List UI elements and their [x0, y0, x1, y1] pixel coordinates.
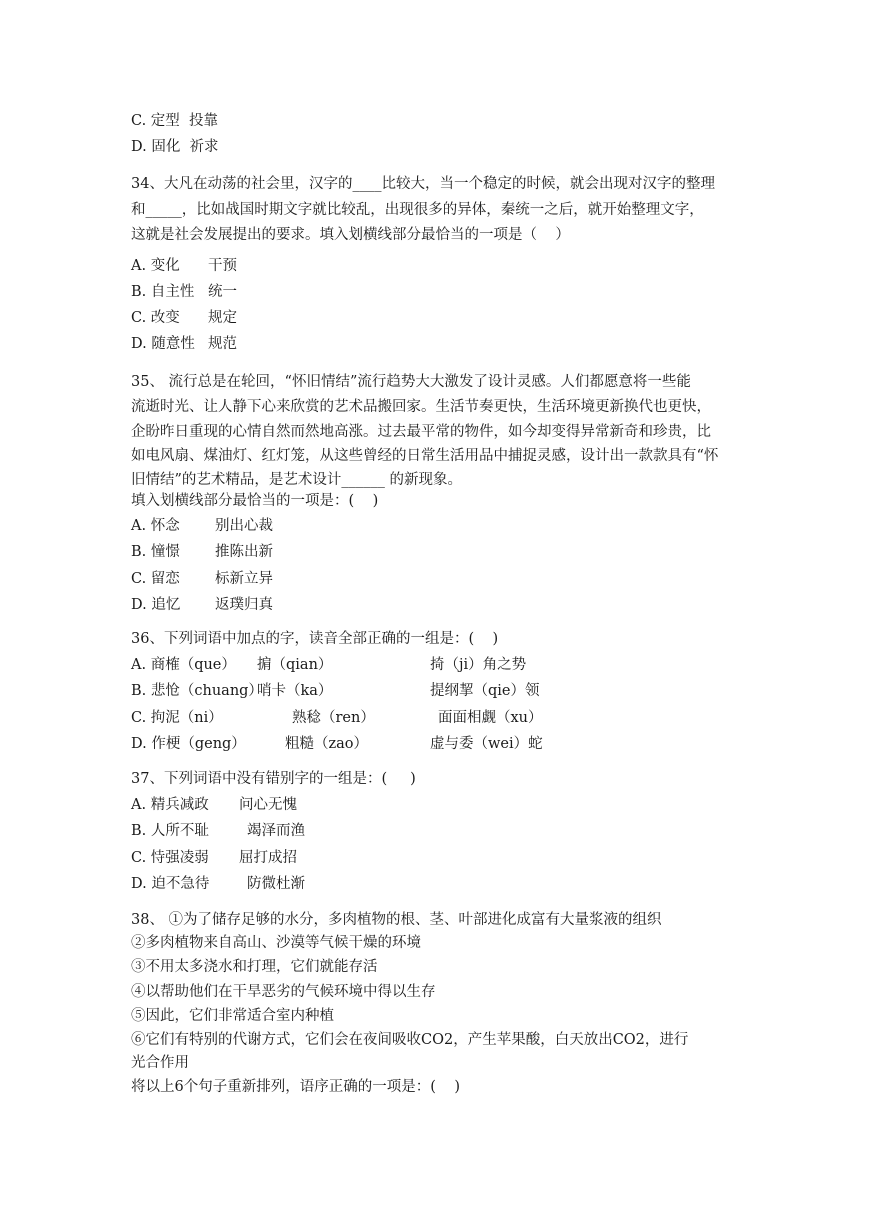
q38-sentence-2: ②多肉植物来自高山、沙漠等气候干燥的环境: [131, 935, 421, 951]
q36-option-b-word-2: 哨卡（ka）: [257, 683, 333, 699]
q37-option-d-label: D. 迫不急待: [131, 876, 210, 892]
q36-option-d-word-2: 粗糙（zao）: [285, 736, 369, 752]
q35-option-d-value: 返璞归真: [215, 597, 273, 613]
q34-option-d-value: 规范: [208, 336, 237, 352]
q35-stem-line-5: 旧情结”的艺术精品，是艺术设计______ 的新现象。: [131, 472, 463, 488]
q34-option-c-value: 规定: [208, 310, 237, 326]
q35-stem-line-2: 流逝时光、让人静下心来欣赏的艺术品搬回家。生活节奏更快，生活环境更新换代也更快，: [131, 399, 711, 415]
q34-option-b-label: B. 自主性: [131, 284, 195, 300]
q37-option-c-label: C. 恃强凌弱: [131, 850, 209, 866]
q38-instruction: 将以上6个句子重新排列，语序正确的一项是：( ): [131, 1079, 460, 1095]
q35-option-a-label: A. 怀念: [131, 518, 180, 534]
q36-option-b-word-3: 提纲挈（qie）领: [430, 683, 540, 699]
q36-option-a-word-2: 掮（qian）: [257, 657, 333, 673]
q37-option-c-value: 屈打成招: [239, 850, 297, 866]
q35-stem-line-4: 如电风扇、煤油灯、红灯笼，从这些曾经的日常生活用品中捕捉灵感，设计出一款款具有“怀: [131, 448, 719, 464]
q36-option-a-word-3: 掎（ji）角之势: [430, 657, 527, 673]
q37-option-a-value: 问心无愧: [239, 797, 297, 813]
q35-stem-line-3: 企盼昨日重现的心情自然而然地高涨。过去最平常的物件，如今却变得异常新奇和珍贵，比: [131, 424, 711, 440]
q38-sentence-1: 38、 ①为了储存足够的水分，多肉植物的根、茎、叶部进化成富有大量浆液的组织: [131, 912, 662, 928]
q38-sentence-6: ⑥它们有特别的代谢方式，它们会在夜间吸收CO2，产生苹果酸，白天放出CO2，进行: [131, 1032, 689, 1048]
q37-stem: 37、下列词语中没有错别字的一组是：( ): [131, 771, 416, 787]
q35-option-d-label: D. 追忆: [131, 597, 181, 613]
q37-option-a-label: A. 精兵减政: [131, 797, 209, 813]
q34-option-b-value: 统一: [208, 284, 237, 300]
q37-option-b-value: 竭泽而渔: [247, 823, 305, 839]
q36-option-a-word-1: A. 商榷（que）: [131, 657, 236, 673]
q34-stem-line-1: 34、大凡在动荡的社会里，汉字的____比较大，当一个稳定的时候，就会出现对汉字的整理: [131, 176, 715, 192]
q36-option-c-word-2: 熟稔（ren）: [292, 710, 375, 726]
q35-option-b-value: 推陈出新: [215, 544, 273, 560]
q37-option-b-label: B. 人所不耻: [131, 823, 209, 839]
q36-option-c-word-1: C. 拘泥（ni）: [131, 710, 223, 726]
q38-sentence-6-cont: 光合作用: [131, 1055, 189, 1071]
q38-sentence-5: ⑤因此，它们非常适合室内种植: [131, 1008, 334, 1024]
q38-sentence-4: ④以帮助他们在干旱恶劣的气候环境中得以生存: [131, 984, 436, 1000]
q38-sentence-3: ③不用太多浇水和打理，它们就能存活: [131, 959, 378, 975]
q34-option-a-label: A. 变化: [131, 258, 180, 274]
q33-option-c: C. 定型 投靠: [131, 113, 219, 129]
q35-instruction: 填入划横线部分最恰当的一项是：( ): [131, 493, 379, 509]
q34-stem-line-2: 和_____，比如战国时期文字就比较乱，出现很多的异体，秦统一之后，就开始整理文字，: [131, 202, 704, 218]
q34-option-a-value: 干预: [208, 258, 237, 274]
q35-option-b-label: B. 憧憬: [131, 544, 180, 560]
q37-option-d-value: 防微杜渐: [247, 876, 305, 892]
q34-option-c-label: C. 改变: [131, 310, 180, 326]
q35-option-a-value: 别出心裁: [215, 518, 273, 534]
q35-option-c-value: 标新立异: [215, 571, 273, 587]
q33-option-d: D. 固化 祈求: [131, 139, 219, 155]
q36-option-b-word-1: B. 悲怆（chuang）: [131, 683, 263, 699]
q36-stem: 36、下列词语中加点的字，读音全部正确的一组是：( ): [131, 631, 499, 647]
q34-stem-line-3: 这就是社会发展提出的要求。填入划横线部分最恰当的一项是（ ）: [131, 227, 570, 243]
q36-option-c-word-3: 面面相觑（xu）: [438, 710, 543, 726]
q36-option-d-word-3: 虚与委（wei）蛇: [430, 736, 543, 752]
q35-option-c-label: C. 留恋: [131, 571, 180, 587]
q36-option-d-word-1: D. 作梗（geng）: [131, 736, 246, 752]
q35-stem-line-1: 35、 流行总是在轮回，“怀旧情结”流行趋势大大激发了设计灵感。人们都愿意将一些能: [131, 374, 691, 390]
q34-option-d-label: D. 随意性: [131, 336, 195, 352]
